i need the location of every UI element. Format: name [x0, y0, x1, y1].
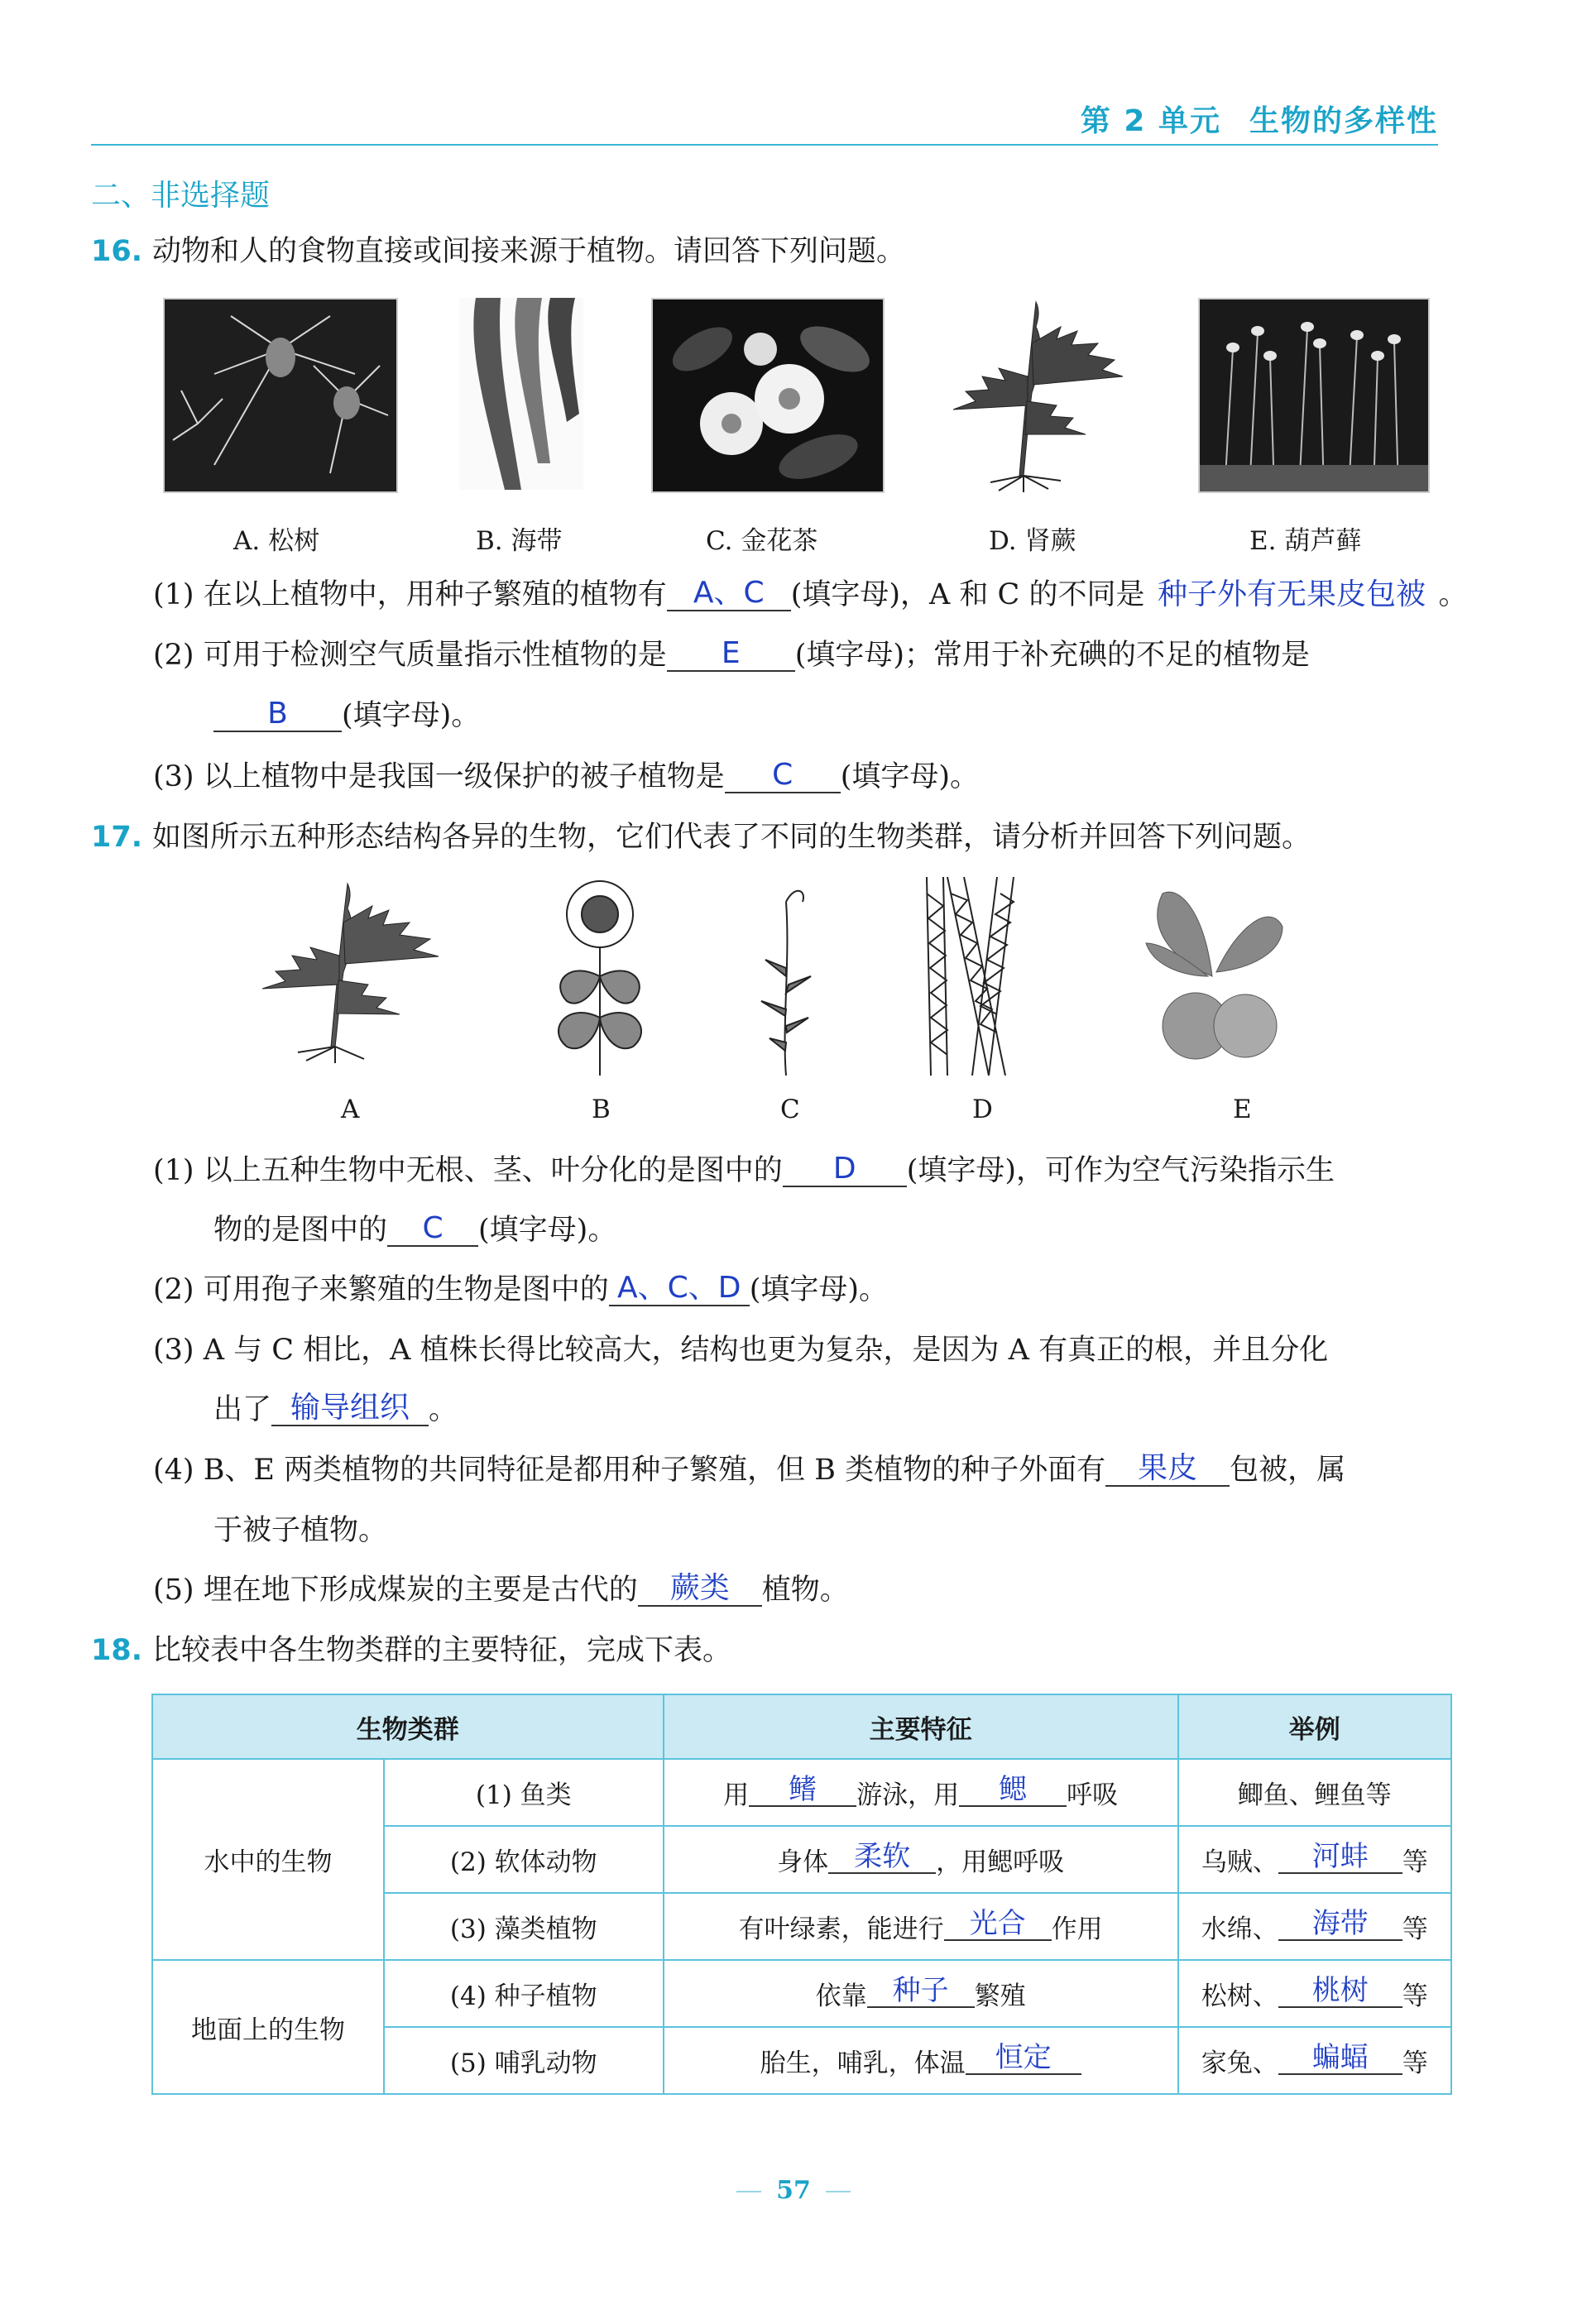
figure-sunflower: [542, 877, 658, 1076]
unit-topic: 生物的多样性: [1249, 104, 1438, 138]
header-feature: 主要特征: [664, 1694, 1178, 1759]
q16-p2-text: (2) 可用于检测空气质量指示性植物的是: [153, 639, 667, 672]
q17-p4-text3: 于被子植物。: [213, 1514, 388, 1547]
q17-part2: [153, 1272, 888, 1308]
page-footer: [0, 2176, 1587, 2205]
q17-p2-text: (2) 可用孢子来繁殖的生物是图中的: [153, 1273, 609, 1306]
answer-blank[interactable]: 河蚌: [1278, 1841, 1402, 1874]
feature-text: 有叶绿素，能进行: [738, 1914, 944, 1944]
row-feature: [664, 1960, 1178, 2027]
answer-blank[interactable]: C: [725, 759, 841, 793]
row-feature: [664, 1893, 1178, 1960]
feature-text: 身体: [777, 1847, 829, 1877]
figure-algae: [914, 877, 1047, 1076]
q17-p4-text: (4) B、E 两类植物的共同特征是都用种子繁殖，但 B 类植物的种子外面有: [153, 1454, 1106, 1487]
feature-text: 作用: [1051, 1914, 1103, 1944]
header-group: 生物类群: [152, 1694, 664, 1759]
q17-p1-text3: 物的是图中的: [213, 1214, 388, 1247]
answer-blank[interactable]: 恒定: [966, 2042, 1081, 2075]
example-text: 松树、: [1201, 1981, 1278, 2011]
row-example: [1178, 1960, 1451, 2027]
q16-p3-text2: (填字母)。: [840, 760, 980, 793]
row-feature: [664, 2027, 1178, 2094]
row-name: (4) 种子植物: [384, 1960, 664, 2027]
answer-blank[interactable]: A、C、D: [609, 1272, 750, 1306]
unit-label: 第 2 单元: [1080, 104, 1221, 138]
answer-blank[interactable]: 柔软: [828, 1841, 936, 1874]
q17-stem: 如图所示五种形态结构各异的生物，它们代表了不同的生物类群，请分析并回答下列问题。: [152, 821, 1311, 854]
q17-p4-text2: 包被，属: [1230, 1454, 1346, 1487]
q16-p1-text: (1) 在以上植物中，用种子繁殖的植物有: [153, 578, 667, 611]
q17-part4: [153, 1452, 1345, 1488]
row-example: [1178, 1826, 1451, 1893]
q17-part5: [153, 1572, 849, 1608]
row-name: (3) 藻类植物: [384, 1893, 664, 1960]
unit-header: [1081, 98, 1438, 140]
row-name: (5) 哺乳动物: [384, 2027, 664, 2094]
q17-p1-text: (1) 以上五种生物中无根、茎、叶分化的是图中的: [153, 1154, 783, 1187]
feature-text: 呼吸: [1067, 1780, 1119, 1810]
answer-blank[interactable]: 鳍: [749, 1774, 856, 1807]
comparison-table: [151, 1694, 1452, 2095]
label-b: B: [592, 1095, 611, 1124]
q17-p1-text2: (填字母)，可作为空气污染指示生: [906, 1154, 1335, 1187]
answer-blank[interactable]: B: [213, 697, 342, 732]
q17-part1-cont: [213, 1212, 616, 1248]
q18-number: 18.: [91, 1634, 143, 1667]
q16-stem: 动物和人的食物直接或间接来源于植物。请回答下列问题。: [152, 235, 906, 268]
q17-p3-text2: 出了: [213, 1393, 272, 1426]
row-example: 鲫鱼、鲤鱼等: [1178, 1759, 1451, 1826]
answer-blank[interactable]: 蕨类: [638, 1572, 762, 1607]
q16-stem-line: [91, 233, 905, 270]
caption-c: C. 金花茶: [706, 526, 818, 556]
example-text: 等: [1402, 1981, 1428, 2011]
q17-p5-text2: 植物。: [761, 1574, 849, 1607]
example-text: 乌贼、: [1201, 1847, 1278, 1877]
q17-stem-line: [91, 819, 1311, 855]
q17-part3-cont: [213, 1392, 458, 1428]
answer-blank[interactable]: A、C: [667, 577, 791, 611]
example-text: 等: [1402, 1914, 1428, 1944]
group-land: 地面上的生物: [152, 1960, 384, 2094]
q17-part4-cont: [213, 1512, 387, 1549]
q17-p2-text2: (填字母)。: [749, 1273, 889, 1306]
q16-part2-cont: [213, 697, 480, 734]
answer-blank[interactable]: 输导组织: [271, 1392, 429, 1426]
answer-blank[interactable]: D: [783, 1152, 907, 1187]
answer-blank[interactable]: 种子外有无果皮包被: [1157, 577, 1426, 611]
answer-blank[interactable]: 光合: [944, 1908, 1052, 1941]
row-feature: [664, 1759, 1178, 1826]
caption-b: B. 海带: [476, 526, 563, 556]
q16-p1-end: 。: [1438, 578, 1468, 611]
header-example: 举例: [1178, 1694, 1451, 1759]
q17-part1: [153, 1152, 1335, 1189]
photo-pine: [163, 298, 398, 493]
photo-camellia: [651, 298, 885, 493]
figure-fern: [252, 877, 443, 1063]
q16-p1-text2: (填字母)，A 和 C 的不同是: [790, 578, 1145, 611]
photo-fern: [941, 294, 1131, 492]
section-title: 二、非选择题: [91, 179, 271, 213]
table-row: [152, 1960, 1451, 2027]
row-name: (2) 软体动物: [384, 1826, 664, 1893]
feature-text: 游泳，用: [856, 1780, 960, 1810]
q16-number: 16.: [91, 235, 143, 268]
row-feature: [664, 1826, 1178, 1893]
label-e: E: [1233, 1095, 1252, 1124]
row-example: [1178, 1893, 1451, 1960]
answer-blank[interactable]: C: [387, 1212, 478, 1247]
example-text: 家兔、: [1201, 2048, 1278, 2078]
feature-text: ，用鳃呼吸: [936, 1847, 1065, 1877]
q16-part3: [153, 759, 979, 795]
q17-p5-text: (5) 埋在地下形成煤炭的主要是古代的: [153, 1574, 638, 1607]
q18-stem: 比较表中各生物类群的主要特征，完成下表。: [152, 1634, 732, 1667]
label-d: D: [972, 1095, 993, 1124]
q17-p1-text4: (填字母)。: [478, 1214, 617, 1247]
answer-blank[interactable]: 海带: [1278, 1908, 1402, 1941]
row-name: (1) 鱼类: [384, 1759, 664, 1826]
q17-number: 17.: [91, 821, 143, 854]
caption-d: D. 肾蕨: [989, 526, 1076, 556]
figure-moss-plant: [749, 877, 823, 1076]
example-text: 水绵、: [1201, 1914, 1278, 1944]
photo-moss: [1198, 298, 1430, 493]
q16-part1: [153, 577, 1467, 613]
example-text: 等: [1402, 2048, 1428, 2078]
answer-blank[interactable]: 蝙蝠: [1278, 2042, 1402, 2075]
figure-ginkgo: [1138, 877, 1287, 1067]
answer-blank[interactable]: 鳃: [959, 1774, 1067, 1807]
answer-blank[interactable]: E: [667, 637, 795, 672]
feature-text: 繁殖: [974, 1981, 1026, 2011]
label-c: C: [780, 1095, 800, 1124]
answer-blank[interactable]: 果皮: [1105, 1452, 1230, 1487]
table-header-row: [152, 1694, 1451, 1759]
header-divider: [91, 144, 1438, 146]
photo-kelp: [459, 298, 583, 490]
q16-part2: [153, 637, 1310, 673]
row-example: [1178, 2027, 1451, 2094]
group-water: 水中的生物: [152, 1759, 384, 1960]
q17-p3-text: (3) A 与 C 相比，A 植株长得比较高大，结构也更为复杂，是因为 A 有真正的根，并且分化: [153, 1334, 1329, 1367]
example-text: 等: [1402, 1847, 1428, 1877]
label-a: A: [341, 1095, 360, 1124]
q16-p2-text3: (填字母)。: [342, 699, 481, 732]
table-row: [152, 1759, 1451, 1826]
q18-stem-line: [91, 1632, 731, 1669]
feature-text: 用: [723, 1780, 750, 1810]
q16-p3-text: (3) 以上植物中是我国一级保护的被子植物是: [153, 760, 725, 793]
answer-blank[interactable]: 桃树: [1278, 1975, 1402, 2008]
feature-text: 依靠: [815, 1981, 867, 2011]
q17-part3: [153, 1332, 1328, 1368]
q16-p2-text2: (填字母)；常用于补充碘的不足的植物是: [794, 639, 1311, 672]
feature-text: 胎生，哺乳，体温: [760, 2048, 966, 2078]
q17-p3-text3: 。: [429, 1393, 458, 1426]
caption-a: A. 松树: [233, 526, 320, 556]
page-number: 57: [776, 2176, 811, 2205]
caption-e: E. 葫芦藓: [1249, 526, 1362, 556]
answer-blank[interactable]: 种子: [867, 1975, 975, 2008]
